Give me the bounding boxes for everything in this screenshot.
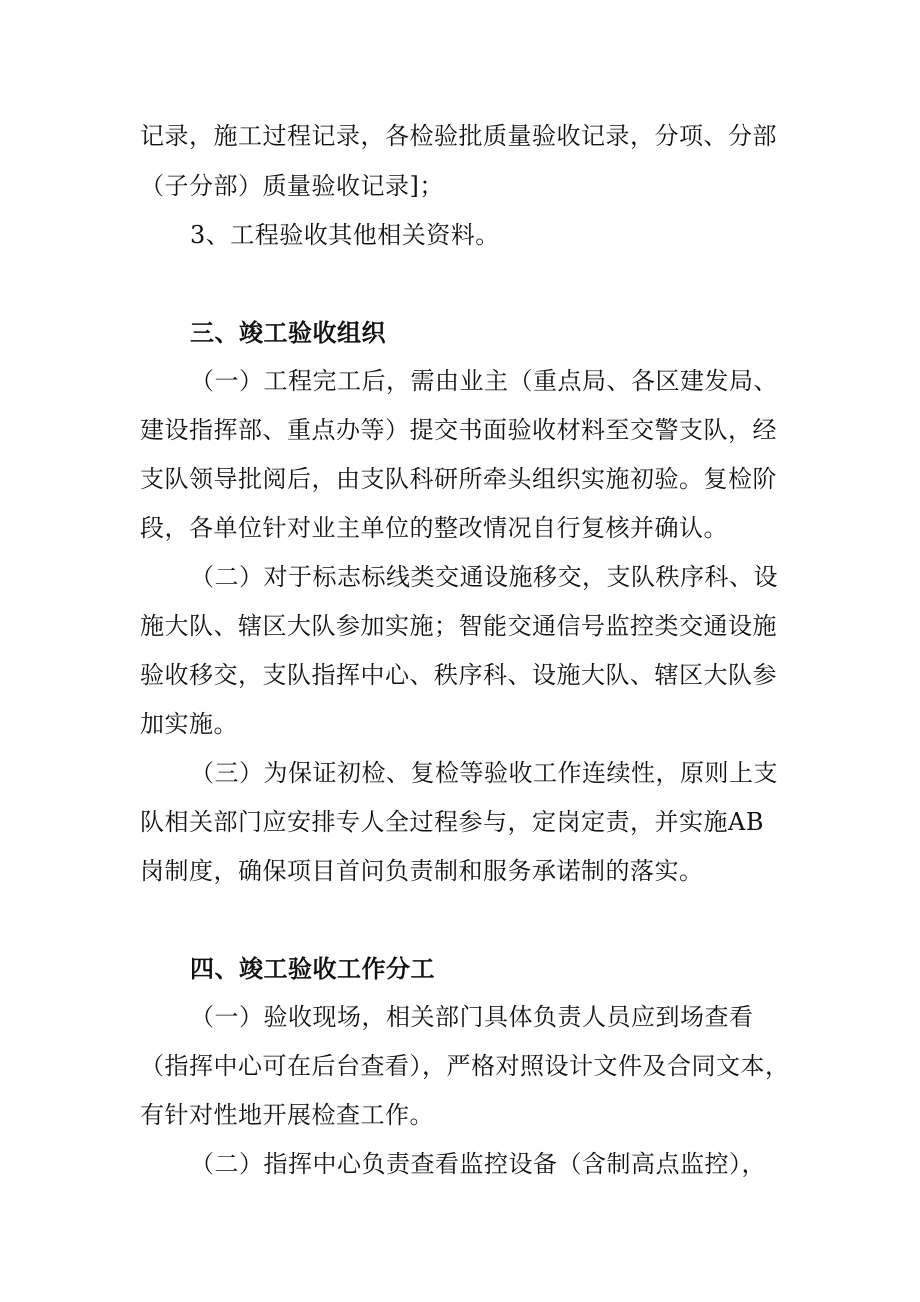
section-3-p3-line-1: （三）为保证初检、复检等验收工作连续性，原则上支 xyxy=(190,759,778,787)
section-3-p3-line-2: 队相关部门应安排专人全过程参与，定岗定责，并实施AB xyxy=(140,808,764,836)
section-4-p1-line-2: （指挥中心可在后台查看），严格对照设计文件及合同文本， xyxy=(140,1052,790,1080)
section-4-p1-line-1: （一）验收现场，相关部门具体负责人员应到场查看 xyxy=(190,1003,754,1031)
section-3-p2-line-1: （二）对于标志标线类交通设施移交，支队秩序科、设 xyxy=(190,563,778,591)
section-4-p2-line-1: （二）指挥中心负责查看监控设备（含制高点监控）， xyxy=(190,1150,766,1178)
section-3-p1-line-3: 支队领导批阅后，由支队科研所牵头组织实施初验。复检阶 xyxy=(140,465,777,493)
section-3-p1-line-4: 段，各单位针对业主单位的整改情况自行复核并确认。 xyxy=(140,514,728,542)
section-4-p1-line-3: 有针对性地开展检查工作。 xyxy=(140,1101,434,1129)
section-3-p3-line-3: 岗制度，确保项目首问负责制和服务承诺制的落实。 xyxy=(140,857,704,885)
intro-line-1: 记录，施工过程记录，各检验批质量验收记录，分项、分部 xyxy=(140,122,777,150)
section-3-p2-line-4: 加实施。 xyxy=(140,710,238,738)
intro-line-3: 3、工程验收其他相关资料。 xyxy=(190,221,500,249)
section-3-heading: 三、竣工验收组织 xyxy=(190,319,386,347)
section-4-heading: 四、竣工验收工作分工 xyxy=(190,955,435,983)
section-3-p1-line-2: 建设指挥部、重点办等）提交书面验收材料至交警支队，经 xyxy=(140,416,777,444)
section-3-p1-line-1: （一）工程完工后，需由业主（重点局、各区建发局、 xyxy=(190,367,778,395)
section-3-p2-line-3: 验收移交，支队指挥中心、秩序科、设施大队、辖区大队参 xyxy=(140,661,777,689)
section-3-p2-line-2: 施大队、辖区大队参加实施；智能交通信号监控类交通设施 xyxy=(140,612,777,640)
intro-line-2: （子分部）质量验收记录]； xyxy=(140,172,444,200)
